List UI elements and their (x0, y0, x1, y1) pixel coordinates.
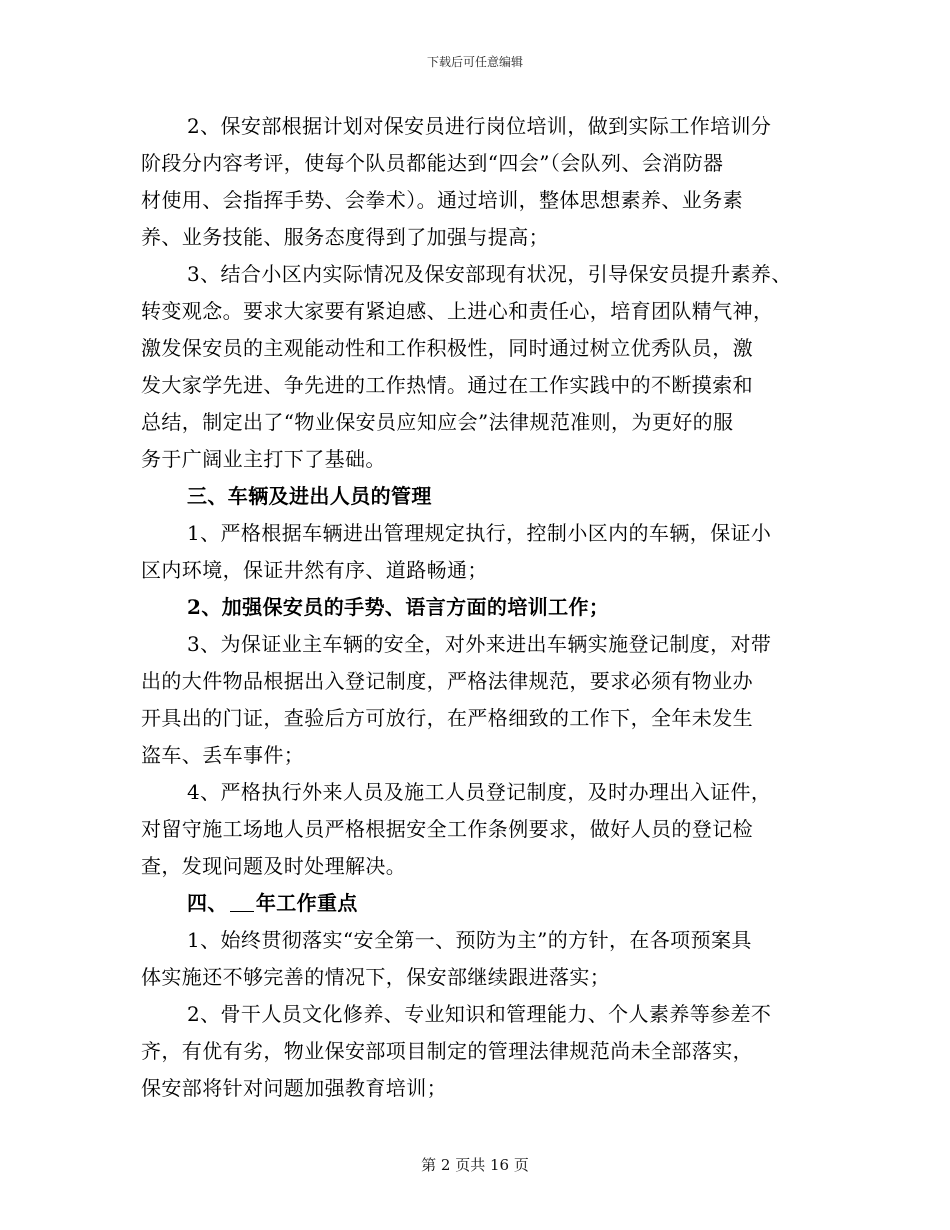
paragraph-line: 激发保安员的主观能动性和工作积极性，同时通过树立优秀队员，激 (141, 336, 753, 360)
paragraph-line: 1、始终贯彻落实“安全第一、预防为主”的方针，在各项预案具 (187, 928, 752, 952)
paragraph-line: 务于广阔业主打下了基础。 (141, 447, 386, 471)
paragraph-line: 对留守施工场地人员严格根据安全工作条例要求，做好人员的登记检 (141, 817, 753, 841)
paragraph-line: 2、保安部根据计划对保安员进行岗位培训，做到实际工作培训分 (187, 114, 772, 138)
section-heading (141, 885, 821, 922)
paragraph-line: 齐，有优有劣，物业保安部项目制定的管理法律规范尚未全部落实， (141, 1039, 753, 1063)
page-header: 下载后可任意编辑 (426, 55, 523, 69)
section-heading: 2、加强保安员的手势、语言方面的培训工作； (187, 595, 610, 619)
paragraph-line: 开具出的门证，查验后方可放行，在严格细致的工作下，全年未发生 (141, 706, 753, 730)
blank-underline (230, 889, 254, 912)
paragraph-line: 养、业务技能、服务态度得到了加强与提高； (141, 225, 549, 249)
section-heading: 三、车辆及进出人员的管理 (187, 484, 432, 508)
paragraph-line: 区内环境，保证井然有序、道路畅通； (141, 558, 488, 582)
paragraph-line: 查，发现问题及时处理解决。 (141, 854, 407, 878)
document-body (141, 108, 821, 1107)
heading-prefix: 四、 (187, 891, 228, 915)
heading-suffix: 年工作重点 (255, 891, 358, 915)
paragraph-line: 转变观念。要求大家要有紧迫感、上进心和责任心，培育团队精气神， (141, 299, 774, 323)
paragraph-line: 总结，制定出了“物业保安员应知应会”法律规范准则，为更好的服 (141, 410, 734, 434)
paragraph-line: 材使用、会指挥手势、会拳术）。通过培训，整体思想素养、业务素 (141, 188, 743, 212)
page-footer: 第 2 页共 16 页 (421, 1156, 529, 1174)
paragraph-line: 3、为保证业主车辆的安全，对外来进出车辆实施登记制度，对带 (187, 632, 772, 656)
paragraph-line: 阶段分内容考评，使每个队员都能达到“四会”（会队列、会消防器 (141, 151, 724, 175)
paragraph-line: 2、骨干人员文化修养、专业知识和管理能力、个人素养等参差不 (187, 1002, 772, 1026)
paragraph-line: 4、严格执行外来人员及施工人员登记制度，及时办理出入证件， (187, 780, 772, 804)
paragraph-line: 盗车、丢车事件； (141, 743, 305, 767)
paragraph-line: 体实施还不够完善的情况下，保安部继续跟进落实； (141, 965, 611, 989)
paragraph-line: 发大家学先进、争先进的工作热情。通过在工作实践中的不断摸索和 (141, 373, 753, 397)
paragraph-line: 出的大件物品根据出入登记制度，严格法律规范，要求必须有物业办 (141, 669, 753, 693)
paragraph-line: 1、严格根据车辆进出管理规定执行，控制小区内的车辆，保证小 (187, 521, 772, 545)
paragraph-line: 3、结合小区内实际情况及保安部现有状况，引导保安员提升素养、 (187, 262, 792, 286)
paragraph-line: 保安部将针对问题加强教育培训； (141, 1076, 447, 1100)
